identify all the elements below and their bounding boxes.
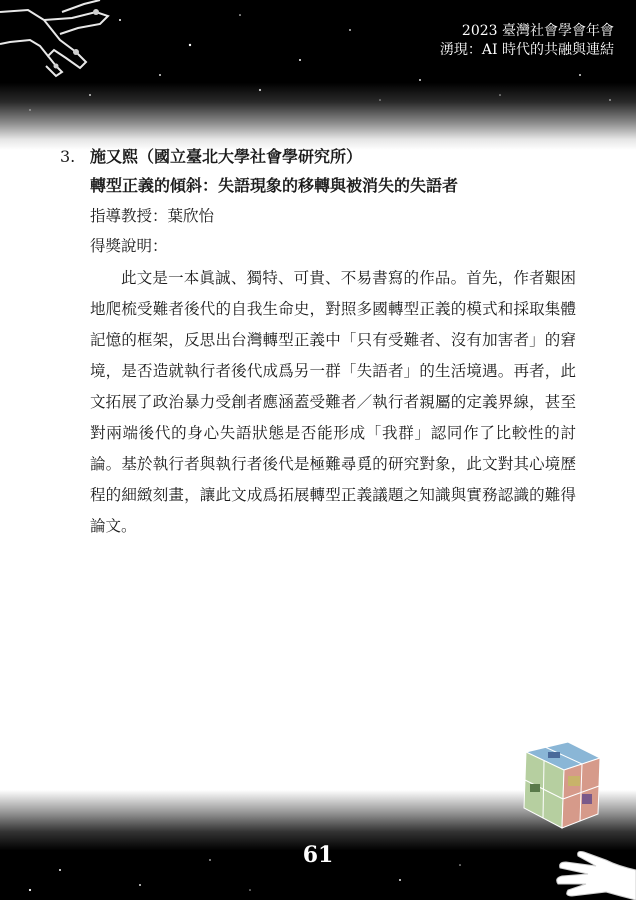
conference-header	[440, 22, 614, 60]
entry-body	[90, 171, 580, 542]
award-entry	[60, 143, 580, 542]
award-description: 此文是一本眞誠、獨特、可貴、不易書寫的作品。首先，作者艱困地爬梳受難者後代的自我生命史，對照多國轉型正義的模式和採取集體記憶的框架，反思出台灣轉型正義中「只有受難者、沒有加害者」的窘境，是否造就執行者後代成爲另一群「失語者」的生活境遇。再者，此文拓展了政治暴力受創者應涵蓋受難者／執行者親屬的定義界線，甚至對兩端後代的身心失語狀態是否能形成「我群」認同作了比較性的討論。基於執行者與執行者後代是極難尋覓的研究對象，此文對其心境歷程的細緻刻畫，讓此文成爲拓展轉型正義議題之知識與實務認識的難得論文。	[90, 269, 576, 535]
entry-author: 施又熙（國立臺北大學社會學研究所）	[90, 147, 363, 166]
photo-cube-icon	[512, 738, 608, 834]
conference-title: 2023 臺灣社會學會年會	[461, 23, 614, 39]
award-label: 得獎說明：	[90, 237, 168, 255]
robot-hand-icon	[0, 0, 150, 80]
entry-number: 3.	[60, 147, 76, 166]
entry-heading	[60, 143, 580, 171]
paper-title: 轉型正義的傾斜：失語現象的移轉與被消失的失語者	[90, 176, 459, 195]
advisor-line: 指導教授：葉欣怡	[90, 207, 215, 225]
conference-theme: 湧現：AI 時代的共融與連結	[439, 42, 614, 58]
page-number: 61	[302, 842, 334, 868]
